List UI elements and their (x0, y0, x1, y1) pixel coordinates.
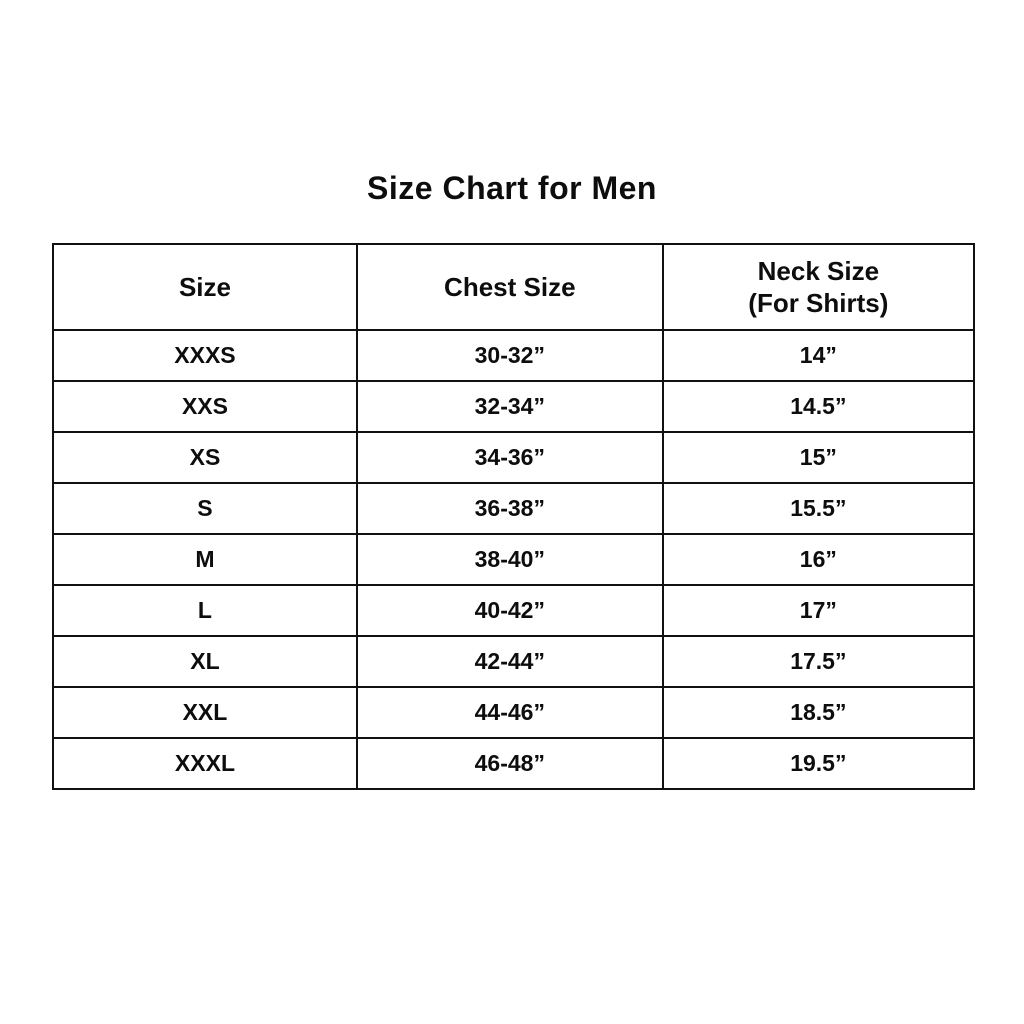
table-head (53, 244, 974, 330)
cell-chest: 30-32” (357, 330, 663, 381)
cell-size: XXL (53, 687, 357, 738)
cell-size: XXXL (53, 738, 357, 789)
cell-neck: 17” (663, 585, 974, 636)
cell-size: XL (53, 636, 357, 687)
cell-size: L (53, 585, 357, 636)
column-header (53, 244, 357, 330)
cell-size: S (53, 483, 357, 534)
cell-neck: 15.5” (663, 483, 974, 534)
cell-chest: 40-42” (357, 585, 663, 636)
cell-neck: 14” (663, 330, 974, 381)
column-header-label: Chest Size (444, 271, 576, 302)
column-header-label: Size (178, 271, 231, 302)
table-row (53, 381, 974, 432)
cell-neck: 14.5” (663, 381, 974, 432)
size-chart-table (52, 243, 975, 790)
page-title: Size Chart for Men (367, 170, 657, 206)
cell-chest: 36-38” (357, 483, 663, 534)
cell-chest: 34-36” (357, 432, 663, 483)
cell-size: XS (53, 432, 357, 483)
table-row (53, 585, 974, 636)
cell-neck: 15” (663, 432, 974, 483)
column-header (357, 244, 663, 330)
cell-neck: 18.5” (663, 687, 974, 738)
table-row (53, 738, 974, 789)
size-table-body (53, 330, 974, 789)
cell-neck: 19.5” (663, 738, 974, 789)
cell-neck: 17.5” (663, 636, 974, 687)
column-header (663, 244, 974, 330)
column-header-label: Neck Size (757, 255, 880, 286)
cell-size: M (53, 534, 357, 585)
cell-size: XXS (53, 381, 357, 432)
table-row (53, 687, 974, 738)
cell-chest: 44-46” (357, 687, 663, 738)
cell-size: XXXS (53, 330, 357, 381)
table-row (53, 534, 974, 585)
cell-chest: 46-48” (357, 738, 663, 789)
table-row (53, 483, 974, 534)
cell-chest: 42-44” (357, 636, 663, 687)
cell-chest: 32-34” (357, 381, 663, 432)
column-header-sublabel: (For Shirts) (748, 288, 889, 318)
table-row (53, 636, 974, 687)
table-row (53, 432, 974, 483)
table-row (53, 330, 974, 381)
header-row (53, 244, 974, 330)
cell-neck: 16” (663, 534, 974, 585)
cell-chest: 38-40” (357, 534, 663, 585)
